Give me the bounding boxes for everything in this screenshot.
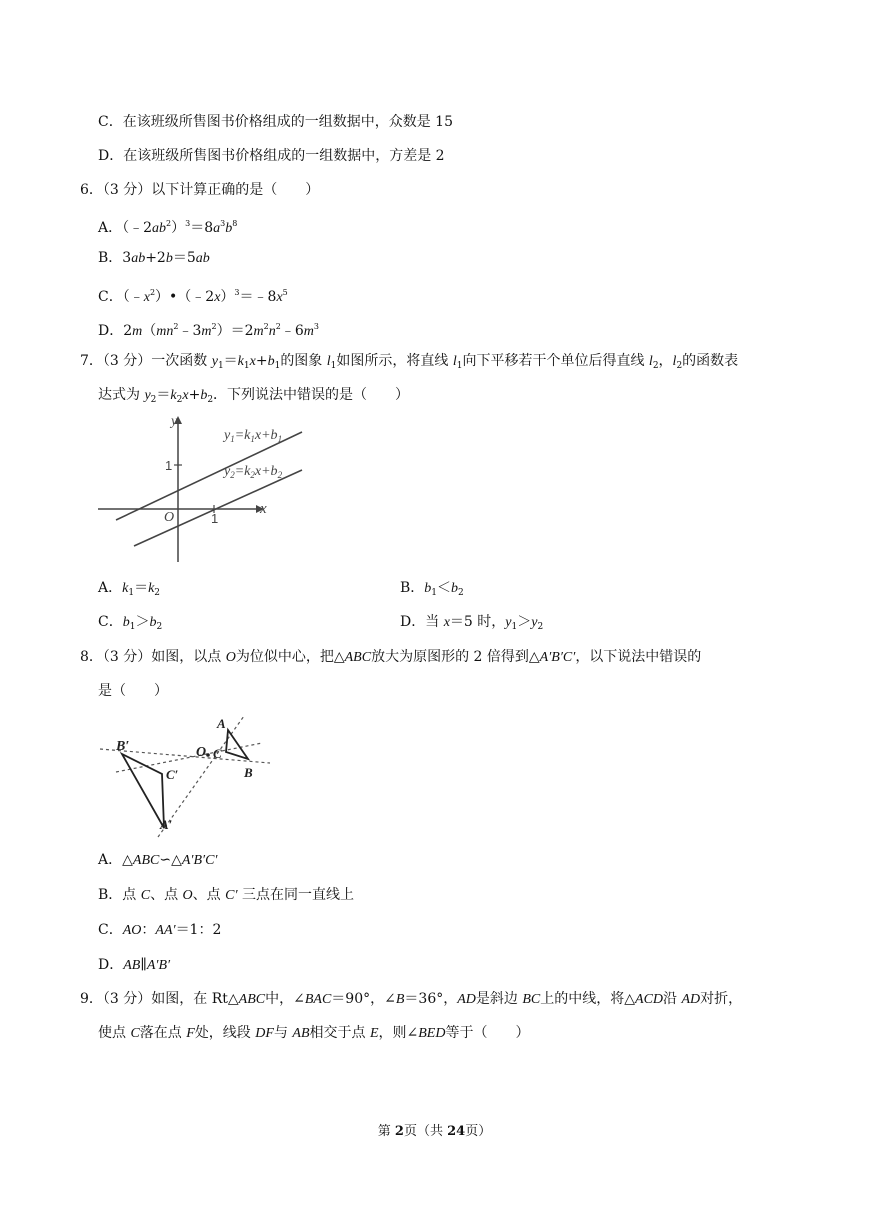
q8-option-d: D．AB∥A′B′ [98,957,171,973]
label-c: C [213,746,222,761]
q9-stem-line1: 9．（3 分）如图，在 Rt△ABC中，∠BAC＝90°，∠B＝36°，AD是斜边 BC上的中线，将△ACD沿 AD对折， [80,991,743,1007]
q8-option-a: A．△ABC∽△A′B′C′ [98,852,218,868]
x-one-label: 1 [211,511,219,526]
triangle-abc [226,730,248,759]
page-number: 2 [394,1124,404,1139]
q8-stem-line1: 8．（3 分）如图，以点 O为位似中心，把△ABC放大为原图形的 2 倍得到△A′B′C′，以下说法中错误的 [80,649,702,665]
page-footer: 第 2页（共 24页） [377,1124,492,1139]
q7-stem-line2: 达式为 $y_2=k_2x+b_2$．下列说法中错误的是（ ） [98,387,410,405]
q6-stem: 6．（3 分）以下计算正确的是（ ） [80,182,320,198]
line-l2 [134,470,302,546]
q7-option-a: A．$k_1=k_2$ [98,580,161,598]
q9-stem-line2: 使点 C落在点 F处，线段 DF与 AB相交于点 E，则∠BED等于（ ） [98,1025,530,1041]
label-a: A [217,716,226,731]
q6-option-d: D．$2m(mn^2﹣3m^2)=2m^2n^2﹣6m^3$ [98,322,319,339]
q6-option-c: C．$(﹣x^2)•(﹣2x)^3=﹣8x^5$ [98,288,288,305]
q7-linear-function-figure [96,412,316,567]
label-a-prime: A′ [160,817,173,832]
q5-option-c: C．在该班级所售图书价格组成的一组数据中，众数是 15 [98,114,453,130]
q7-option-d: D．当 x＝5 时，$y_1>y_2$ [400,614,544,632]
y-axis-label: y [171,414,178,429]
x-axis-label: x [260,501,267,517]
q6-option-b: B．3ab+2b＝5ab [98,250,210,266]
triangle-a-prime-b-prime-c-prime [122,754,164,828]
q7-stem-line1: 7．（3 分）一次函数 $y_1=k_1x+b_1$的图象 $l_1$如图所示，将直线 $l_1$向下平移若干个单位后得直线 $l_2$，$l_2$的函数表 [80,353,739,371]
label-b-prime: B′ [116,739,130,754]
q7-option-b: B．$b_1<b_2$ [400,580,464,598]
q6-option-a: A．$(﹣2ab^2)^3=8a^3b^8$ [98,219,238,236]
origin-label: O [164,510,175,525]
q8-option-c: C．AO：AA′＝1：2 [98,922,222,938]
y-one-label: 1 [165,458,173,473]
line2-equation-label: $y_2=k_2x+b_2$ [224,464,283,480]
q8-option-b: B．点 C、点 O、点 C′ 三点在同一直线上 [98,887,354,903]
q8-homothety-figure [96,712,276,842]
center-o-point [206,753,210,757]
q7-option-c: C．$b_1>b_2$ [98,614,163,632]
label-c-prime: C′ [166,767,179,782]
total-pages: 24 [447,1124,466,1139]
label-b: B [244,765,253,780]
line1-equation-label: $y_1=k_1x+b_1$ [224,428,283,444]
label-o: O [196,745,207,760]
q5-option-d: D．在该班级所售图书价格组成的一组数据中，方差是 2 [98,148,445,164]
q8-stem-line2: 是（ ） [98,683,168,699]
